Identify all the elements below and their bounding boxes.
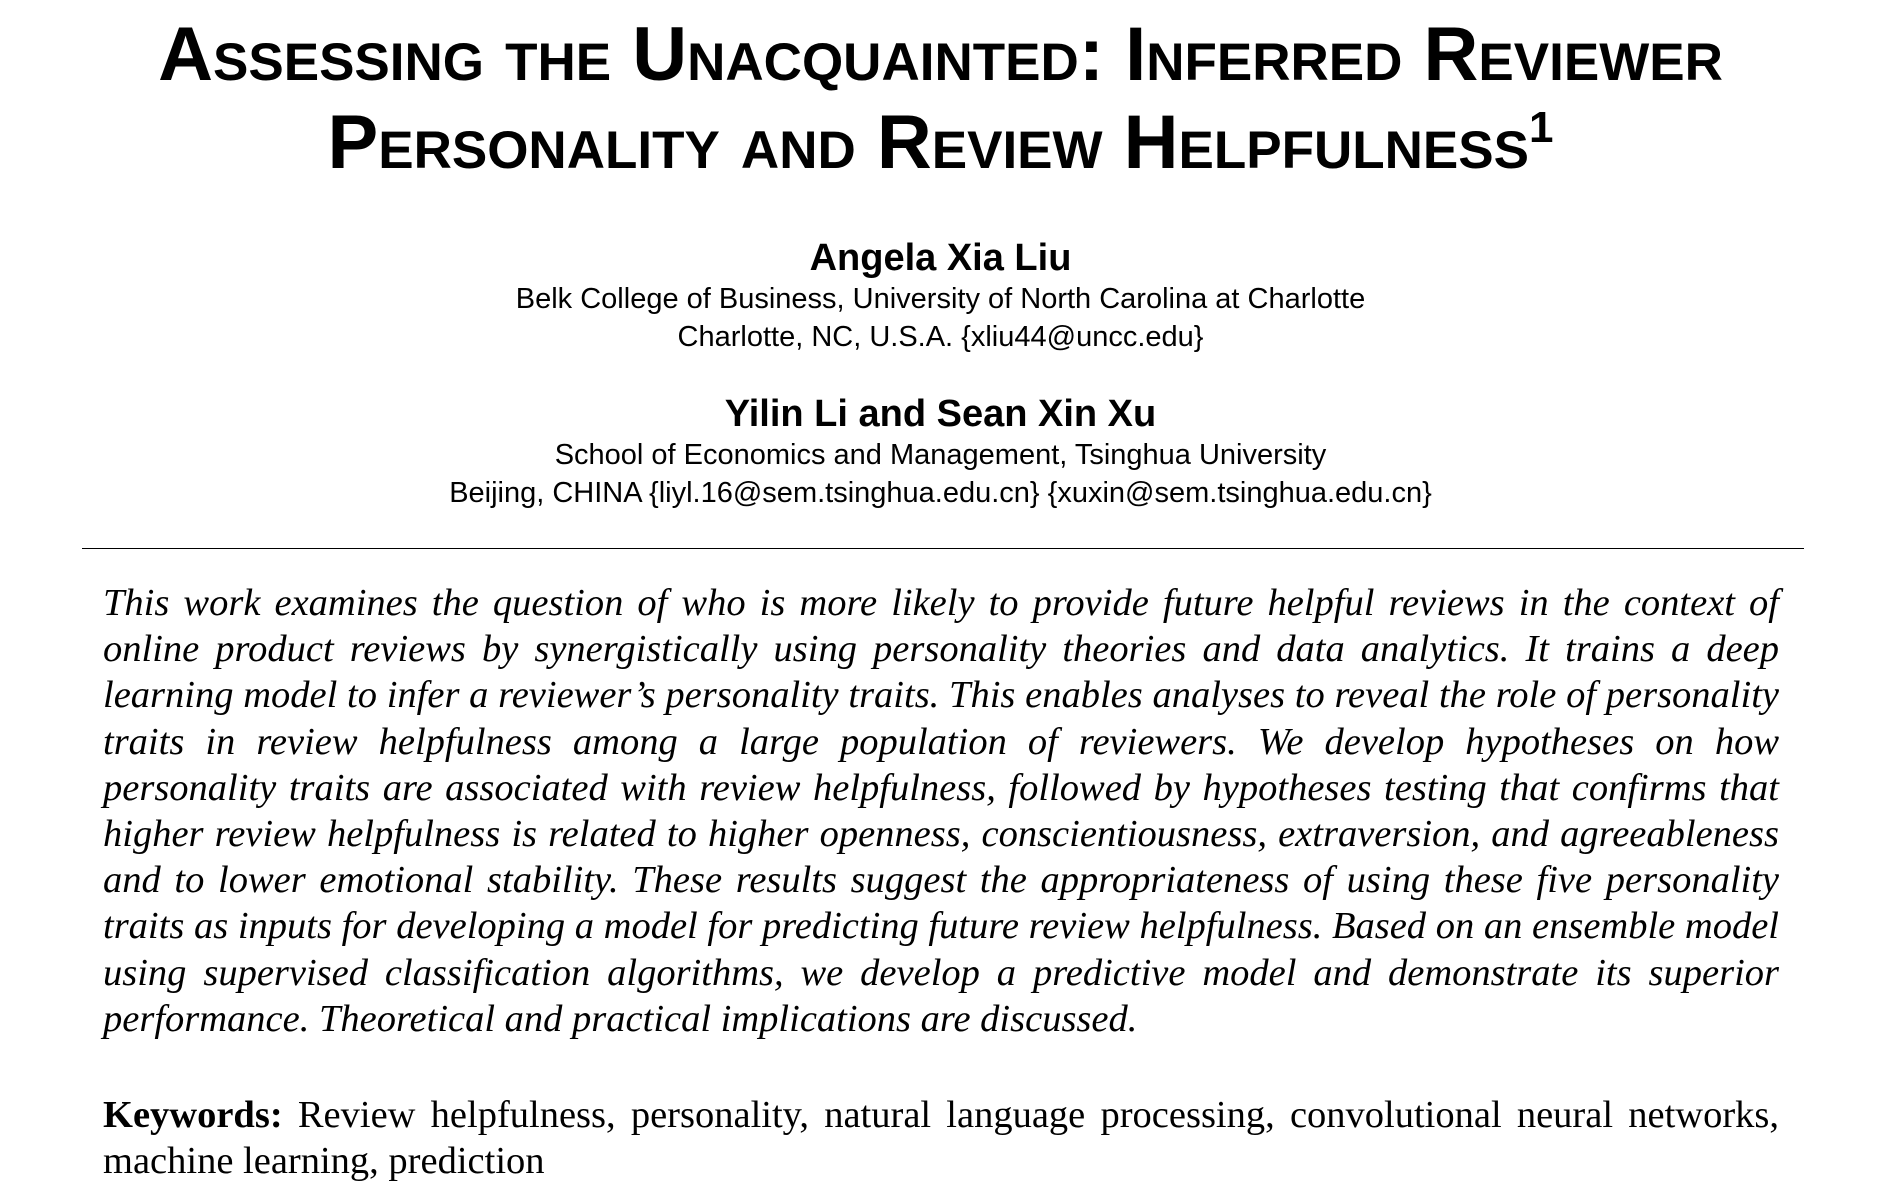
title-footnote-mark: 1: [1528, 103, 1554, 152]
author-block-1: [0, 236, 1881, 356]
abstract-text: This work examines the question of who is more likely to provide future helpful reviews in the context of online product reviews by synergistically using personality theories and data analytics. It trains a deep learning model to infer a reviewer’s personality traits. This enables analyses to reveal the role of personality traits in review helpfulness among a large population of reviewers. We develop hypotheses on how personality traits are associated with review helpfulness, followed by hypotheses testing that confirms that higher review helpfulness is related to higher openness, conscientiousness, extraversion, and agreeableness and to lower emotional stability. These results suggest the appropriateness of using these five personality traits as inputs for developing a model for predicting future review helpfulness. Based on an ensemble model using supervised classification algorithms, we develop a predictive model and demonstrate its superior performance. Theoretical and practical implications are discussed.: [103, 582, 1779, 1040]
author-name: Yilin Li and Sean Xin Xu: [724, 393, 1157, 435]
author-name: Angela Xia Liu: [809, 237, 1072, 279]
author-affiliation: School of Economics and Management, Tsinghua University: [554, 439, 1327, 471]
keywords-label: Keywords:: [103, 1094, 283, 1136]
title-text-line-2: Personality and Review Helpfulness: [327, 100, 1529, 185]
title-text-line-1: Assessing the Unacquainted: Inferred Reviewer: [158, 12, 1723, 97]
author-block-2: [0, 392, 1881, 512]
paper-title-line-1: [0, 12, 1881, 98]
keywords-text: Review helpfulness, personality, natural language processing, convolutional neural networks, machine learning, prediction: [103, 1094, 1780, 1183]
keywords-paragraph: [103, 1092, 1779, 1184]
author-affiliation: Belk College of Business, University of North Carolina at Charlotte: [515, 283, 1366, 315]
horizontal-divider: [82, 548, 1804, 549]
paper-title-line-2: [0, 100, 1881, 186]
author-location-email: Charlotte, NC, U.S.A. {xliu44@uncc.edu}: [677, 321, 1204, 353]
author-location-email: Beijing, CHINA {liyl.16@sem.tsinghua.edu.cn} {xuxin@sem.tsinghua.edu.cn}: [449, 477, 1432, 509]
